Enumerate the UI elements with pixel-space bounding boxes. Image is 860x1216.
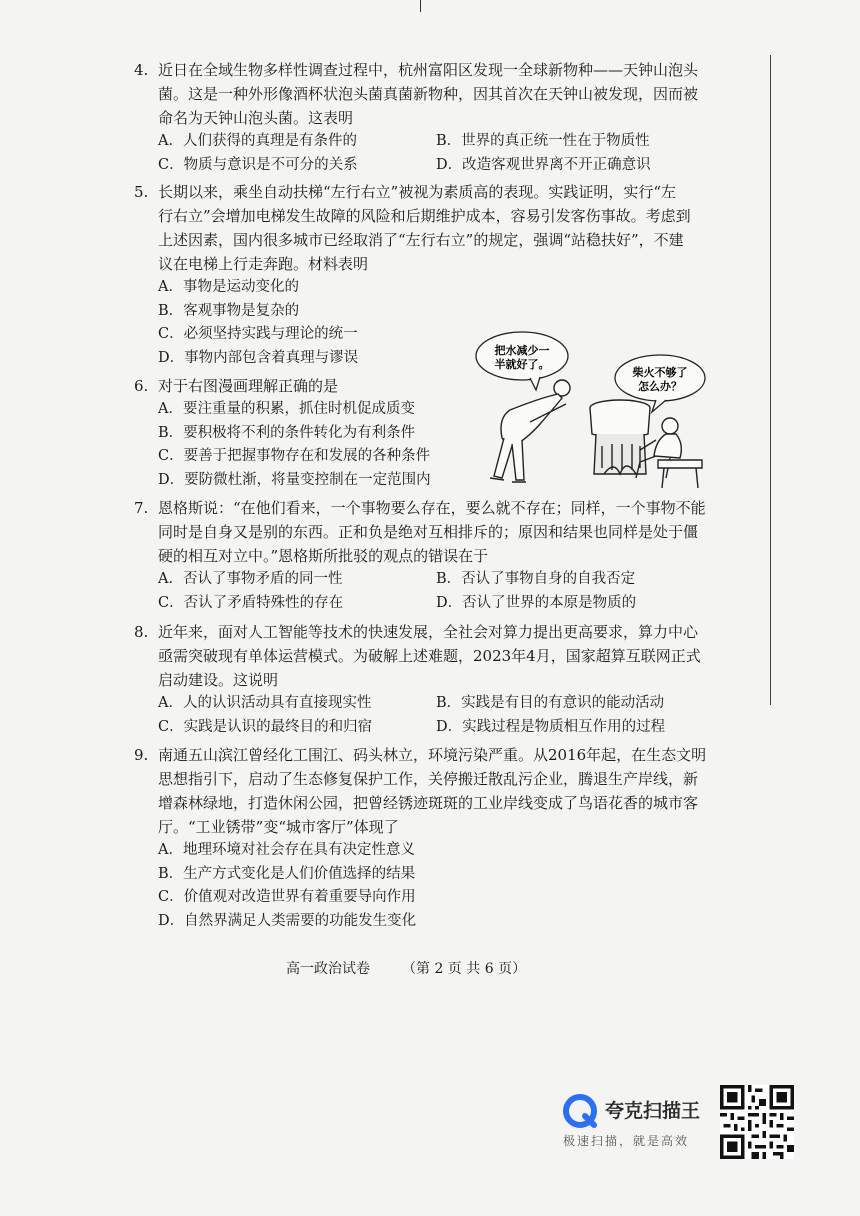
bubble-right-line-1: 柴火不够了 [632, 366, 688, 379]
option-a: A．人的认识活动具有直接现实性 [158, 695, 372, 711]
option-b: B．否认了事物自身的自我否定 [436, 571, 636, 587]
question-number: 9. [134, 746, 149, 764]
footer-title: 高一政治试卷 [286, 961, 370, 977]
brand-slogan: 极速扫描，就是高效 [563, 1134, 690, 1148]
question-stem-line: 行右立”会增加电梯发生故障的风险和后期维护成本，容易引发客伤事故。考虑到 [158, 207, 691, 225]
question-stem-line: 9. 南通五山滨江曾经化工围江、码头林立，环境污染严重。从2016年起，在生态文明 [134, 743, 724, 767]
option-b: B．实践是有目的有意识的能动活动 [436, 695, 665, 711]
question-stem-line: 8. 近年来，面对人工智能等技术的快速发展，全社会对算力提出更高要求，算力中心 [134, 620, 724, 644]
question-stem-line: 思想指引下，启动了生态修复保护工作，关停搬迁散乱污企业，腾退生产岸线，新 [158, 770, 699, 788]
option-a: A．要注重量的积累，抓住时机促成质变 [158, 401, 415, 417]
question-stem-line: 上述因素，国内很多城市已经取消了“左行右立”的规定，强调“站稳扶好”，不建 [158, 231, 684, 249]
question-number: 8. [134, 623, 149, 641]
question-stem-line: 4. 近日在全域生物多样性调查过程中，杭州富阳区发现一全球新物种——天钟山泡头 [134, 58, 724, 82]
option-row [134, 154, 724, 178]
question-stem-line: 菌。这是一种外形像酒杯状泡头菌真菌新物种，因其首次在天钟山被发现，因而被 [158, 85, 699, 103]
question-stem-line: 硬的相互对立中。”恩格斯所批驳的观点的错误在于 [158, 547, 489, 565]
question-stem-line: 同时是自身又是别的东西。正和负是绝对互相排斥的；原因和结果也同样是处于僵 [158, 523, 699, 541]
option-d: D．要防微杜渐，将量变控制在一定范围内 [158, 471, 431, 488]
question-7 [134, 496, 724, 615]
question-stem-line: 5. 长期以来，乘坐自动扶梯“左行右立”被视为素质高的表现。实践证明，实行“左 [134, 180, 724, 204]
question-9 [134, 743, 724, 933]
option-d: D．改造客观世界离不开正确意识 [436, 156, 651, 173]
option-a: A．人们获得的真理是有条件的 [158, 133, 357, 149]
option-row [134, 592, 724, 616]
quark-logo-icon [563, 1094, 597, 1128]
option-c: C．否认了矛盾特殊性的存在 [158, 594, 344, 611]
binding-mark [420, 0, 421, 12]
option-c: C．必须坚持实践与理论的统一 [158, 326, 358, 342]
option-a: A．事物是运动变化的 [158, 279, 299, 295]
question-number: 4. [134, 61, 149, 79]
option-d: D．自然界满足人类需要的功能发生变化 [158, 912, 417, 929]
option-b: B．客观事物是复杂的 [158, 302, 300, 319]
question-stem-line: 7. 恩格斯说：“在他们看来，一个事物要么存在，要么就不存在；同样，一个事物不能 [134, 496, 724, 520]
question-stem-line: 亟需突破现有单体运营模式。为破解上述难题，2023年4月，国家超算互联网正式 [158, 647, 701, 665]
question-8 [134, 620, 724, 739]
option-a: A．否认了事物矛盾的同一性 [158, 571, 343, 587]
option-d: D．实践过程是物质相互作用的过程 [436, 718, 666, 735]
option-row [134, 568, 724, 592]
option-row [134, 692, 724, 716]
option-b: B．生产方式变化是人们价值选择的结果 [158, 865, 416, 882]
option-c: C．价值观对改造世界有着重要导向作用 [158, 889, 416, 905]
question-number: 5. [134, 183, 149, 201]
standing-man-figure [490, 380, 570, 482]
cartoon-illustration [470, 328, 720, 498]
question-4 [134, 58, 724, 177]
option-c: C．要善于把握事物存在和发展的各种条件 [158, 448, 431, 464]
bubble-left-line-2: 半就好了。 [494, 358, 550, 371]
pot-on-stove [590, 400, 650, 474]
option-c: C．物质与意识是不可分的关系 [158, 156, 358, 173]
option-d: D．否认了世界的本原是物质的 [436, 594, 637, 611]
question-stem-line: 议在电梯上行走奔跑。材料表明 [158, 255, 369, 273]
option-d: D．事物内部包含着真理与谬误 [158, 349, 359, 366]
question-stem-line: 增森林绿地，打造休闲公园，把曾经锈迹斑斑的工业岸线变成了鸟语花香的城市客 [158, 794, 699, 812]
option-b: B．世界的真正统一性在于物质性 [436, 133, 650, 149]
question-stem-line: 厅。“工业锈带”变“城市客厅”体现了 [158, 818, 399, 836]
option-row [134, 716, 724, 740]
question-stem-line: 启动建设。这说明 [158, 671, 279, 689]
bubble-right-line-2: 怎么办？ [638, 380, 682, 393]
qr-code-icon [720, 1085, 794, 1159]
question-number: 6. [134, 377, 149, 395]
question-stem-line: 6. 对于右图漫画理解正确的是 [134, 374, 724, 398]
question-number: 7. [134, 499, 149, 517]
bubble-left-line-1: 把水减少一 [494, 344, 550, 357]
option-c: C．实践是认识的最终目的和归宿 [158, 718, 373, 735]
option-b: B．要积极将不利的条件转化为有利条件 [158, 424, 416, 441]
option-a: A．地理环境对社会存在具有决定性意义 [158, 842, 415, 858]
page-footer [286, 958, 526, 978]
question-stem-line: 命名为天钟山泡头菌。这表明 [158, 109, 354, 127]
margin-rule [770, 55, 771, 705]
brand-name: 夸克扫描王 [605, 1100, 701, 1122]
footer-page-number: （第 2 页 共 6 页） [402, 961, 527, 977]
option-row [134, 130, 724, 154]
